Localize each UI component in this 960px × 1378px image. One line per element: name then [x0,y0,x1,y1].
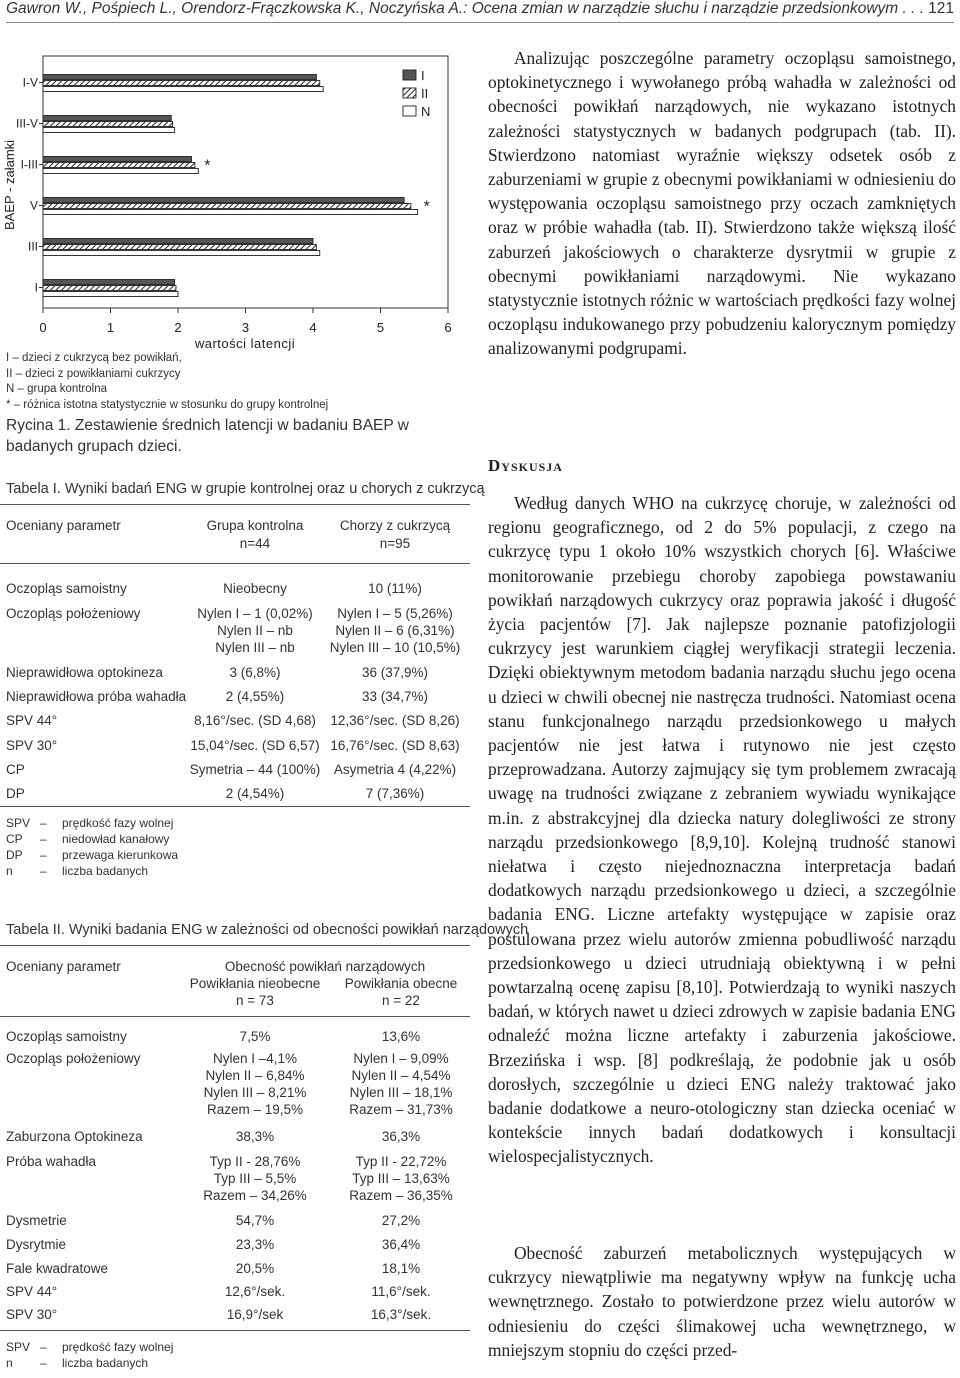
table2-header-param: Oceniany parametr [6,959,121,974]
table2-cell-value-a: 38,3% [235,1129,275,1144]
table2-cell-value-b: Nylen II – 4,54% [351,1068,451,1083]
x-tick-label: 6 [444,320,452,335]
table2-cell-value-a: 54,7% [235,1213,275,1228]
table1-cell-param: DP [6,786,25,801]
table2-cell-value-b: 36,3% [381,1129,421,1144]
bar-III-I [43,239,313,244]
bar-V-I [43,198,404,203]
x-tick-label: 0 [39,320,47,335]
table2-header-g2: Powikłania obecne [344,976,458,991]
table1-header-param: Oceniany parametr [6,518,121,533]
chart-legend-text [6,351,328,413]
table1-top-rule [0,504,470,505]
legend-value: prędkość fazy wolnej [62,816,174,830]
bar-I-I [43,280,175,285]
table2-cell-value-b: 18,1% [381,1261,421,1276]
legend-label: N [421,104,431,119]
y-tick-label: I [34,280,38,295]
table1-bottom-rule [0,806,470,807]
legend-dash: – [40,1340,47,1354]
table1-cell-param: Oczopląs położeniowy [6,606,141,621]
bar-I-N [43,292,178,297]
legend-key: n [6,1356,13,1370]
table1-cell-value-b: 36 (37,9%) [361,665,429,680]
table1-cell-param: Nieprawidłowa próba wahadła [6,689,187,704]
table2-cell-value-a: Nylen II – 6,84% [205,1068,305,1083]
bar-I-V-II [43,81,320,86]
legend-line-3: N – grupa kontrolna [6,383,108,396]
paragraph-text: Według danych WHO na cukrzycę choruje, w zależności od regionu geograficznego, od 2 do 5% populacji, z czego na cukrzycę typu 1 około 10% wszystkich chorych [6]. Właściwe monitorowanie przebiegu choroby zapobiega powstawaniu powikłań narządowych cukrzycy oraz poprawia jakość i długość życia pacjentów [7]. Jak najlepsze poznanie patofizjologii cukrzycy jest warunkiem ciągłej weryfikacji strategii leczenia. Dzięki obiektywnym metodom badania narządu słuchu jego ocena u dzieci w chwili obecnej nie nastręcza trudności. Natomiast ocena stanu funkcjonalnego narządu przedsionkowego u małych pacjentów nie jest łatwa i rutynowo nie jest często przeprowadzana. Autorzy zajmujący się tym problemem zwracają uwagę na trudności związane z zebraniem wywiadu wynikające m.in. z abstrakcyjnej dla dziecka natury dolegliwości ze strony narządu przedsionkowego [8,9,10]. Kolejną trudność stanowi niełatwa i często niejednoznaczna interpretacja badań dodatkowych narządu przedsionkowego u dzieci, a szczególnie badania ENG. Liczne artefakty występujące w zapisie oraz postulowana przez wielu autorów zmienna pobudliwość narządu przedsionkowego u dzieci utrudniają obiektywną i w pełni powtarzalną ocenę zapisu [8,10]. Potwierdzają to wyniki naszych badań, w których nawet u dzieci zdrowych w zapisie badania ENG odnaleźć można liczne artefakty i zaburzenia jakościowe. Brzezińska i wsp. [8] podkreślają, że podobnie jak u osób dorosłych, szczególnie u dzieci ENG należy traktować jako badanie dodatkowe a neuro-otologiczny stan dziecka oceniać w kontekście innych badań dodatkowych i konsultacji wielospecjalistycznych. [488,493,956,1167]
legend-line-2: II – dzieci z powikłaniami cukrzycy [6,367,181,380]
table1-cell-value-b: Nylen II – 6 (6,31%) [335,623,455,638]
legend-value: przewaga kierunkowa [62,848,179,862]
table2-bottom-rule [0,1330,470,1331]
table2-cell-value-a: 20,5% [235,1261,275,1276]
table2-header-g1n: n = 73 [236,993,274,1008]
table1-header-g1: Grupa kontrolna [206,518,304,533]
table2-cell-param: SPV 44° [6,1284,58,1299]
table2-cell-value-b: Razem – 31,73% [349,1102,453,1117]
table1-cell-value-b: 33 (34,7%) [361,689,429,704]
legend-value: liczba badanych [62,864,149,878]
table1-cell-value-a: 8,16°/sec. (SD 4,68) [194,713,316,728]
x-tick-label: 1 [106,320,115,335]
y-axis-label: BAEP - załamki [2,139,17,231]
table2-cell-value-a: Razem – 34,26% [203,1188,307,1203]
table2-cell-value-a: 23,3% [235,1237,275,1252]
table2-cell-value-b: 11,6°/sek. [371,1284,431,1299]
legend-dash: – [40,864,47,878]
paragraph-text: Obecność zaburzeń metabolicznych występujących w cukrzycy niewątpliwie ma negatywny wpływ na funkcję ucha wewnętrznego. Zostało to potwierdzone przez wielu autorów w odniesieniu do części ślimakowej ucha wewnętrznego, w mniejszym stopniu do części przed- [488,1243,956,1360]
body-paragraph-3 [488,1241,956,1362]
table1-header-g1n: n=44 [239,536,271,551]
y-tick-label: I-III [20,157,38,172]
table1-cell-value-b: 12,36°/sec. (SD 8,26) [330,713,460,728]
plot-frame [43,56,448,308]
legend-key: SPV [6,816,31,830]
table2-cell-value-a: 16,9°/sek [226,1307,284,1322]
table1-cell-value-b: 16,76°/sec. (SD 8,63) [330,738,460,753]
table1-cell-value-b: Nylen III – 10 (10,5%) [329,640,461,655]
table2-cell-param: Fale kwadratowe [6,1261,109,1276]
table2-head-rule [0,1016,470,1017]
table2-cell-value-b: 27,2% [381,1213,421,1228]
table1-cell-value-a: Nylen I – 1 (0,02%) [197,606,313,621]
bar-III-V-I [43,116,171,121]
table1-cell-value-a: 2 (4,55%) [225,689,285,704]
table1-cell-value-b: 7 (7,36%) [365,786,425,801]
table2-cell-value-a: Typ II - 28,76% [209,1154,301,1169]
table2-cell-value-a: Nylen I –4,1% [212,1051,298,1066]
table1-header-g2n: n=95 [379,536,411,551]
legend-key: DP [6,848,23,862]
legend-swatch-II [403,88,416,98]
page-number: 121 [928,0,954,17]
legend-value: prędkość fazy wolnej [62,1340,174,1354]
y-tick-label: III [27,239,38,254]
x-axis-label: wartości latencji [194,336,296,351]
table1-cell-value-b: Asymetria 4 (4,22%) [333,762,457,777]
table2-cell-param: Próba wahadła [6,1154,97,1169]
table2-cell-value-b: Typ III – 13,63% [352,1171,450,1186]
table2-cell-param: Dysmetrie [6,1213,67,1228]
bar-I-II [43,286,176,291]
table2-header-g1: Powikłania nieobecne [189,976,321,991]
legend-dash: – [40,848,47,862]
chart-svg [0,40,470,360]
table1-cell-param: SPV 44° [6,713,58,728]
running-title: Gawron W., Pośpiech L., Orendorz-Frączkowska K., Noczyńska A.: Ocena zmian w narządzie słuchu i narządzie przedsionkowym . . . [6,0,925,17]
table2-cell-value-a: 7,5% [239,1029,271,1044]
table1-cell-param: CP [6,762,25,777]
table2-cell-value-b: 13,6% [381,1029,421,1044]
bar-III-V-II [43,122,173,127]
section-heading: Dyskusja [488,456,563,475]
legend-line-1: I – dzieci z cukrzycą bez powikłań, [6,352,182,364]
legend-label: II [421,86,429,101]
table2-top-rule [0,945,470,946]
bar-I-V-N [43,87,323,92]
table1-cell-value-a: Nylen II – nb [217,623,293,638]
table1-cell-value-a: 3 (6,8%) [229,665,281,680]
table1-cell-param: Nieprawidłowa optokineza [6,665,163,680]
legend-key: CP [6,832,23,846]
bar-V-N [43,210,418,215]
legend-dash: – [40,1356,47,1370]
table2-cell-param: SPV 30° [6,1307,58,1322]
table2-cell-param: Zaburzona Optokineza [6,1129,143,1144]
legend-key: n [6,864,13,878]
bar-I-III-N [43,169,198,174]
body-paragraph-2 [488,491,956,1169]
table2-cell-value-a: Typ III – 5,5% [213,1171,297,1186]
legend-line-4: * – różnica istotna statystycznie w stosunku do grupy kontrolnej [6,398,329,411]
table1-header-g2: Chorzy z cukrzycą [339,518,451,533]
table2-header-g2n: n = 22 [382,993,420,1008]
figure-caption: Rycina 1. Zestawienie średnich latencji w badaniu BAEP w badanych grupach dzieci. [6,417,409,455]
table2-title: Tabela II. Wyniki badania ENG w zależności od obecności powikłań narządowych [6,922,529,938]
significance-marker: * [204,157,211,175]
table1-head-rule [0,563,470,564]
table2-cell-value-b: Nylen I – 9,09% [353,1051,449,1066]
table2-cell-value-b: Razem – 36,35% [349,1188,453,1203]
table1-cell-value-a: 15,04°/sec. (SD 6,57) [190,738,320,753]
legend-swatch-N [403,106,416,116]
legend-label: I [421,68,425,83]
table1-cell-param: Oczopląs samoistny [6,581,127,596]
legend-value: liczba badanych [62,1356,149,1370]
table2-cell-value-b: 36,4% [381,1237,421,1252]
table2-header-top: Obecność powikłań narządowych [224,959,426,974]
table1-cell-value-b: Nylen I – 5 (5,26%) [337,606,453,621]
table2-cell-value-a: Razem – 19,5% [206,1102,304,1117]
table2-cell-param: Oczopląs położeniowy [6,1051,141,1066]
table2-cell-value-a: 12,6°/sek. [224,1284,286,1299]
legend-dash: – [40,832,47,846]
y-tick-label: V [29,198,38,213]
table1-cell-value-a: Symetria – 44 (100%) [189,762,321,777]
paragraph-text: Analizując poszczególne parametry oczopląsu samoistnego, optokinetycznego i wywołanego próbą wahadła w zależności od obecności powikłań narządowych, nie wykazano istotnych zależności statystycznych w badanych podgrupach (tab. II). Stwierdzono natomiast wyraźnie większy odsetek osób z zaburzeniami w grupie z obecnymi powikłaniami w odniesieniu do występowania oczopląsu samoistnego przy oczach zamkniętych oraz w próbie wahadła (tab. II). Stwierdzono także większą ilość zaburzeń jakościowych o charakterze dysrytmii w grupie z obecnymi powikłaniami narządowymi. Nie wykazano statystycznie istotnych różnic w wartościach prędkości fazy wolnej oczopląsu indukowanego przy pobudzeniu kalorycznym pomiędzy analizowanymi podgrupami. [488,48,956,359]
table2-cell-value-a: Nylen III – 8,21% [203,1085,307,1100]
legend-key: SPV [6,1340,31,1354]
legend-value: niedowład kanałowy [62,832,170,846]
x-tick-label: 2 [174,320,182,335]
body-paragraph-1 [488,46,956,361]
table1-cell-value-a: Nieobecny [223,581,287,596]
table1-cell-value-b: 10 (11%) [368,581,422,596]
x-tick-label: 4 [309,320,317,335]
x-tick-label: 3 [241,320,250,335]
table2-cell-param: Oczopląs samoistny [6,1029,127,1044]
bar-I-III-I [43,157,192,162]
legend-swatch-I [403,70,416,80]
running-header [6,0,954,23]
bar-I-V-I [43,75,316,80]
table1-title: Tabela I. Wyniki badań ENG w grupie kontrolnej oraz u chorych z cukrzycą [6,481,485,497]
table1-cell-value-a: 2 (4,54%) [225,786,285,801]
bar-V-II [43,204,411,209]
table2-cell-value-b: Typ II - 22,72% [355,1154,447,1169]
bar-III-N [43,251,320,256]
y-tick-label: I-V [22,75,38,90]
table2-cell-value-b: Nylen III – 18,1% [349,1085,453,1100]
table1-cell-value-a: Nylen III – nb [215,640,295,655]
x-tick-label: 5 [376,320,385,335]
table2-cell-param: Dysrytmie [6,1237,66,1252]
significance-marker: * [423,198,430,216]
table2-cell-value-b: 16,3°/sek. [370,1307,432,1322]
y-tick-label: III-V [15,116,38,131]
bar-III-II [43,245,316,250]
bar-I-III-II [43,163,195,168]
table1-cell-param: SPV 30° [6,738,58,753]
legend-dash: – [40,816,47,830]
bar-III-V-N [43,128,175,133]
baep-latency-chart [0,40,470,360]
